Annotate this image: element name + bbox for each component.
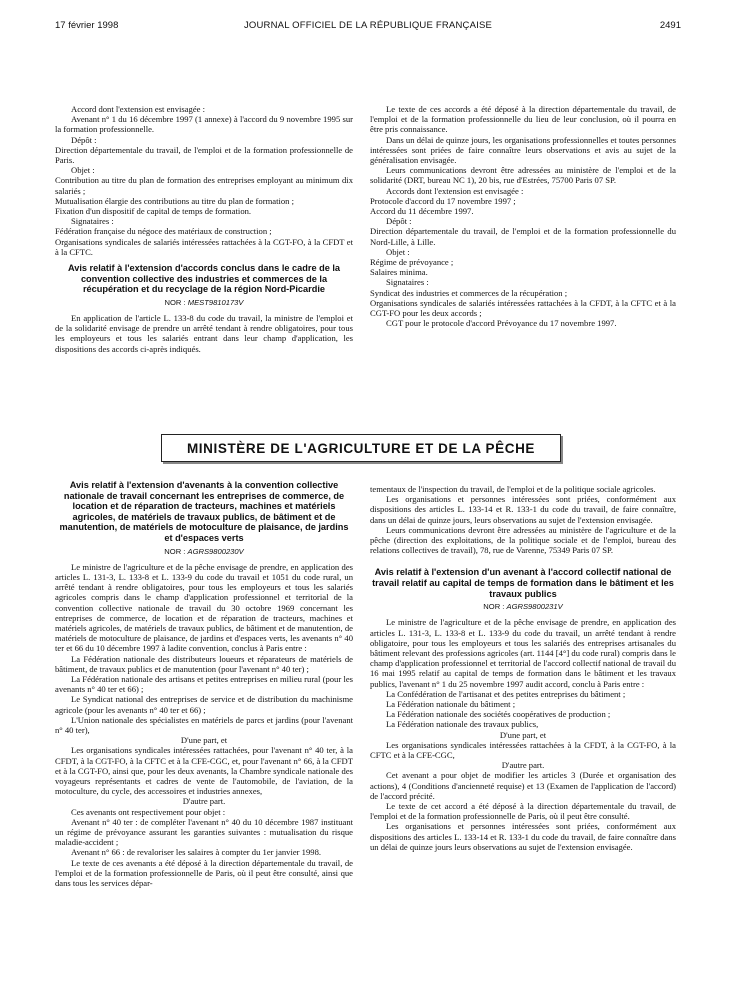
top-left-paragraphs — [55, 104, 353, 257]
paragraph: La Fédération nationale des artisans et petites entreprises en milieu rural (pour les avenants n° 40 ter et 66) ; — [55, 674, 353, 695]
paragraph: Cet avenant a pour objet de modifier les articles 3 (Durée et organisation des actions), 4 (Conditions d'ancienneté requise) et 13 (Examen de l'application de l'accord) de l'accord précité. — [370, 770, 676, 801]
paragraph: Leurs communications devront être adressées au ministère de l'emploi et de la solidarité (DRT, bureau NC 1), 20 bis, rue d'Estrées, 75700 Paris 07 SP. — [370, 165, 676, 186]
header-page-number: 2491 — [659, 20, 681, 31]
paragraph: Ces avenants ont respectivement pour objet : — [71, 806, 226, 817]
avis-agricole-title: Avis relatif à l'extension d'avenants à la convention collective nationale de travail concernant les entreprises de commerce, de location et de réparation de tracteurs, machines et matériels agricoles, de matériels de travaux publics, de bâtiment et de manutention, de matériels de motoculture de plaisance, de jardins et d'espaces verts — [59, 480, 349, 543]
paragraph: Avenant n° 1 du 16 décembre 1997 (1 annexe) à l'accord du 9 novembre 1995 sur la formation professionnelle. — [55, 114, 353, 135]
paragraph: Protocole d'accord du 17 novembre 1997 ; — [370, 195, 516, 206]
paragraph: Avenant n° 40 ter : de compléter l'avenant n° 40 du 10 décembre 1987 instituant un régime de prévoyance assurant les garanties suivantes : mutualisation du risque maladie-accident ; — [55, 816, 353, 848]
paragraph: Fédération française du négoce des matériaux de construction ; — [55, 226, 272, 237]
page-header — [55, 20, 681, 34]
avis-agricole-nor: NOR : AGRS9800230V — [164, 546, 244, 556]
paragraph: Fixation d'un dispositif de capital de temps de formation. — [55, 206, 252, 217]
paragraph: Dépôt : — [71, 134, 97, 145]
top-right-paragraphs — [370, 104, 676, 328]
paragraph: D'une part, et — [499, 729, 547, 740]
paragraph: Direction départementale du travail, de l'emploi et de la formation professionnelle du Nord-Lille, à Lille. — [370, 226, 676, 247]
paragraph: La Fédération nationale du bâtiment ; — [386, 699, 516, 710]
paragraph: Direction départementale du travail, de l'emploi et de la formation professionnelle de Paris. — [55, 144, 353, 166]
paragraph: D'autre part. — [501, 760, 545, 771]
paragraph: CGT pour le protocole d'accord Prévoyance du 17 novembre 1997. — [386, 318, 617, 329]
paragraph: D'autre part. — [182, 796, 226, 807]
avis-recuperation-nor: NOR : MESТ9810173V — [164, 297, 244, 307]
paragraph: Organisations syndicales de salariés intéressées rattachées à la CFDT, à la CFTC et à la CGT-FO pour les deux accords ; — [370, 297, 676, 319]
paragraph: Accord du 11 décembre 1997. — [370, 206, 474, 217]
bottom-left-column — [55, 480, 353, 888]
paragraph: Le texte de ces accords a été déposé à la direction départementale du travail, de l'emploi et de la formation professionnelle du lieu de leur conclusion, où il pourra en être pris connaissance. — [370, 104, 676, 135]
bottom-right-column — [370, 484, 676, 852]
paragraph: Le texte de ces avenants a été déposé à la direction départementale du travail, de l'emploi et de la formation professionnelle de Paris, où il peut être consulté, ainsi que dans tous les services dépar- — [55, 857, 353, 889]
paragraph: Accord dont l'extension est envisagée : — [71, 104, 205, 114]
ministry-banner: MINISTÈRE DE L'AGRICULTURE ET DE LA PÊCHE — [161, 434, 561, 462]
top-left-column — [55, 104, 353, 354]
bottom-right-paragraphs-b — [370, 617, 676, 852]
paragraph: Signataires : — [386, 277, 429, 288]
paragraph: Les organisations syndicales intéressées rattachées, pour l'avenant n° 40 ter, à la CFDT, à la CGT-FO, à la CFTC et à la CFE-CGC, et, pour l'avenant n° 66, à la CFDT et à la CGT-FO, ainsi que, pour les deux avenants, la Chambre syndicale nationale des voyageurs représentants et cadres de vente de l'automobile, de l'aviation, de la motoculture, du cycle, des accessoires et industries annexes, — [55, 745, 353, 797]
paragraph: Le texte de cet accord a été déposé à la direction départementale du travail, de l'emploi et de la formation professionnelle de Paris, où il peut être consulté. — [370, 801, 676, 822]
paragraph: Le ministre de l'agriculture et de la pêche envisage de prendre, en application des articles L. 131-3, L. 133-8 et L. 133-9 du code du travail, un arrêté tendant à rendre obligatoire, pour tous les employeurs et tous les salariés des entreprises artisanales du bâtiment relevant des professions agricoles (art. 1144 [4°] du code rural) compris dans le champ d'application professionnel et territorial de l'accord collectif national de travail du 16 mai 1995 relatif au capital de temps de formation dans le bâtiment et les travaux publics, l'avenant n° 1 du 25 novembre 1997 audit accord, conclu à Paris entre : — [370, 617, 676, 689]
paragraph: Le Syndicat national des entreprises de service et de distribution du machinisme agricole (pour les avenants n° 40 ter et 66) ; — [55, 694, 353, 715]
paragraph: Les organisations et personnes intéressées sont priées, conformément aux dispositions des articles L. 133-14 et R. 133-1 du code du travail, de faire connaître, dans un délai de quinze jours, leurs observations au sujet de l'extension envisagée. — [370, 494, 676, 525]
paragraph: Organisations syndicales de salariés intéressées rattachées à la CGT-FO, à la CFDT et à la CFTC. — [55, 236, 353, 257]
paragraph: Syndicat des industries et commerces de la récupération ; — [370, 287, 568, 298]
paragraph: Mutualisation élargie des contributions au titre du plan de formation ; — [55, 195, 294, 206]
avis-btp-nor: NOR : AGRS9800231V — [483, 602, 563, 612]
bottom-left-paragraphs — [55, 562, 353, 889]
paragraph: Contribution au titre du plan de formation des entreprises employant au minimum dix salariés ; — [55, 175, 353, 196]
avis-recuperation-body: En application de l'article L. 133-8 du code du travail, la ministre de l'emploi et de la solidarité envisage de prendre un arrêté tendant à rendre obligatoires, pour tous les employeurs et tous les salariés entrant dans leur champ d'application, les dispositions des accords ci-après indiqués. — [55, 313, 353, 354]
paragraph: Dépôt : — [386, 216, 412, 227]
paragraph: La Confédération de l'artisanat et des petites entreprises du bâtiment ; — [386, 688, 626, 699]
top-right-column — [370, 104, 676, 328]
paragraph: tementaux de l'inspection du travail, de l'emploi et de la politique sociale agricoles. — [370, 484, 656, 494]
paragraph: La Fédération nationale des sociétés coopératives de production ; — [386, 709, 611, 720]
paragraph: Salaires minima. — [370, 267, 428, 278]
paragraph: Signataires : — [71, 216, 114, 227]
avis-recuperation-title: Avis relatif à l'extension d'accords conclus dans le cadre de la convention collective des industries et commerces de la récupération et du recyclage de la région Nord-Picardie — [67, 263, 341, 295]
paragraph: Objet : — [386, 246, 410, 257]
paragraph: Les organisations et personnes intéressées sont priées, conformément aux dispositions des articles L. 133-14 et R. 133-1 du code du travail, de faire connaître dans un délai de quinze jours leurs observations au sujet de l'extension envisagée. — [370, 821, 676, 852]
paragraph: Régime de prévoyance ; — [370, 257, 454, 268]
paragraph: La Fédération nationale des distributeurs loueurs et réparateurs de matériels de bâtiment, de travaux publics et de manutention (pour l'avenant n° 40 ter) ; — [55, 653, 353, 674]
avis-btp-title: Avis relatif à l'extension d'un avenant à l'accord collectif national de travail relatif au capital de temps de formation dans le bâtiment et les travaux publics — [372, 567, 674, 599]
paragraph: Dans un délai de quinze jours, les organisations professionnelles et toutes personnes intéressées sont priées de faire connaître leurs observations et avis au sujet de la généralisation envisagée. — [370, 134, 676, 166]
paragraph: Leurs communications devront être adressées au ministère de l'agriculture et de la pêche (direction des exploitations, de la politique sociale et de l'emploi, bureau des relations collectives de travail), 78, rue de Varenne, 75349 Paris 07 SP. — [370, 524, 676, 556]
bottom-right-paragraphs-a — [370, 484, 676, 555]
header-date: 17 février 1998 — [55, 20, 119, 31]
paragraph: D'une part, et — [180, 735, 228, 746]
paragraph: Accords dont l'extension est envisagée : — [386, 185, 524, 196]
paragraph: Avenant n° 66 : de revaloriser les salaires à compter du 1er janvier 1998. — [71, 847, 322, 858]
paragraph: Le ministre de l'agriculture et de la pêche envisage de prendre, en application des articles L. 131-3, L. 133-8 et L. 133-9 du code du travail et 1051 du code rural, un arrêté tendant à rendre obligatoires, pour tous les employeurs et tous les salariés agricoles compris dans le champ d'application professionnel et territorial de la convention collective nationale de travail du 30 octobre 1969 concernant les entreprises de commerce, de location et de réparation de tracteurs, machines et matériels agricoles, de matériels de travaux publics, de bâtiment et de manutention, de matériels de motoculture de plaisance, de jardins et d'espaces verts, les avenants n° 40 ter et 66 du 10 décembre 1997 à ladite convention, conclus à Paris entre : — [55, 561, 353, 654]
paragraph: L'Union nationale des spécialistes en matériels de parcs et jardins (pour l'avenant n° 40 ter), — [55, 714, 353, 736]
paragraph: La Fédération nationale des travaux publics, — [386, 719, 539, 730]
header-journal-title: JOURNAL OFFICIEL DE LA RÉPUBLIQUE FRANÇAISE — [243, 20, 493, 31]
paragraph: Les organisations syndicales intéressées rattachées à la CFDT, à la CGT-FO, à la CFTC et à la CFE-CGC, — [370, 739, 676, 761]
paragraph: Objet : — [71, 165, 95, 176]
